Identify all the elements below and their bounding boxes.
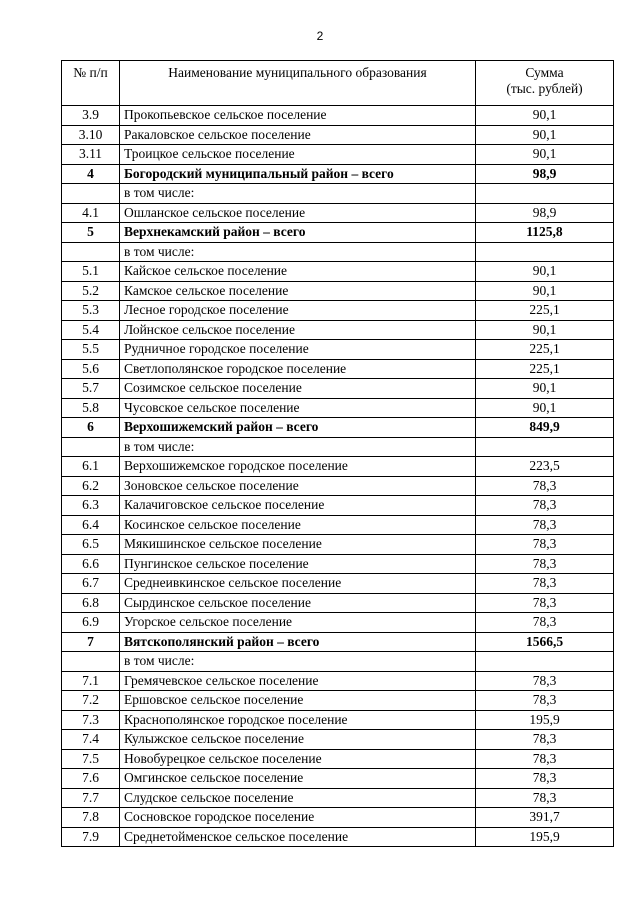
row-sum: 78,3 [476,788,614,808]
row-sum: 90,1 [476,145,614,165]
row-number: 4.1 [62,203,120,223]
row-name: Пунгинское сельское поселение [120,554,476,574]
row-sum: 78,3 [476,593,614,613]
row-name: Слудское сельское поселение [120,788,476,808]
row-name: Вятскополянский район – всего [120,632,476,652]
row-name: Ракаловское сельское поселение [120,125,476,145]
row-name: Верхошижемское городское поселение [120,457,476,477]
row-number: 6.5 [62,535,120,555]
row-sum: 78,3 [476,496,614,516]
row-number: 5.7 [62,379,120,399]
table-row [62,379,614,399]
row-number: 7.7 [62,788,120,808]
table-row [62,125,614,145]
header-num: № п/п [62,61,120,106]
row-sum: 78,3 [476,476,614,496]
row-name: Светлополянское городское поселение [120,359,476,379]
row-sum: 195,9 [476,710,614,730]
row-sum: 1566,5 [476,632,614,652]
table-row [62,652,614,672]
row-sum: 90,1 [476,398,614,418]
row-name: в том числе: [120,242,476,262]
row-name: Краснополянское городское поселение [120,710,476,730]
row-sum: 195,9 [476,827,614,847]
table-row [62,242,614,262]
row-number: 5.6 [62,359,120,379]
row-name: в том числе: [120,184,476,204]
table-row [62,457,614,477]
row-number: 6.3 [62,496,120,516]
row-number: 6.6 [62,554,120,574]
table-row [62,691,614,711]
row-name: Сырдинское сельское поселение [120,593,476,613]
table-row [62,164,614,184]
row-sum: 78,3 [476,613,614,633]
table-row [62,145,614,165]
budget-table [61,60,614,847]
row-sum: 223,5 [476,457,614,477]
table-row [62,554,614,574]
row-name: Созимское сельское поселение [120,379,476,399]
row-number: 7.1 [62,671,120,691]
row-name: Рудничное городское поселение [120,340,476,360]
row-number [62,242,120,262]
table-body [62,106,614,847]
row-sum: 78,3 [476,535,614,555]
table-row [62,184,614,204]
row-number: 6.4 [62,515,120,535]
row-sum: 78,3 [476,769,614,789]
row-sum: 90,1 [476,281,614,301]
row-sum: 1125,8 [476,223,614,243]
row-number: 7.3 [62,710,120,730]
row-number: 7.9 [62,827,120,847]
row-name: Ершовское сельское поселение [120,691,476,711]
row-sum: 78,3 [476,671,614,691]
row-name: Гремячевское сельское поселение [120,671,476,691]
row-name: Омгинское сельское поселение [120,769,476,789]
row-name: Среднеивкинское сельское поселение [120,574,476,594]
row-number: 3.10 [62,125,120,145]
row-number: 6.9 [62,613,120,633]
row-sum: 90,1 [476,262,614,282]
table-row [62,769,614,789]
row-name: Сосновское городское поселение [120,808,476,828]
row-sum: 78,3 [476,515,614,535]
row-sum: 78,3 [476,574,614,594]
row-number: 5.8 [62,398,120,418]
row-name: Косинское сельское поселение [120,515,476,535]
row-number: 7.2 [62,691,120,711]
row-number: 5.4 [62,320,120,340]
table-row [62,671,614,691]
row-sum: 98,9 [476,164,614,184]
table-row [62,437,614,457]
row-number [62,184,120,204]
row-sum: 78,3 [476,730,614,750]
row-name: Кайское сельское поселение [120,262,476,282]
row-sum: 90,1 [476,379,614,399]
row-number: 6 [62,418,120,438]
row-number: 6.7 [62,574,120,594]
row-name: Новобурецкое сельское поселение [120,749,476,769]
row-sum [476,437,614,457]
table-row [62,827,614,847]
table-row [62,340,614,360]
row-name: в том числе: [120,437,476,457]
row-sum: 90,1 [476,106,614,126]
table-row [62,223,614,243]
row-name: Мякишинское сельское поселение [120,535,476,555]
table-row [62,593,614,613]
row-number: 7.8 [62,808,120,828]
table-row [62,788,614,808]
table-row [62,496,614,516]
row-name: Камское сельское поселение [120,281,476,301]
row-number: 7.6 [62,769,120,789]
row-name: Троицкое сельское поселение [120,145,476,165]
row-sum: 849,9 [476,418,614,438]
row-sum: 90,1 [476,320,614,340]
row-name: Калачиговское сельское поселение [120,496,476,516]
row-sum: 225,1 [476,340,614,360]
row-name: Чусовское сельское поселение [120,398,476,418]
row-name: Ошланское сельское поселение [120,203,476,223]
row-number: 4 [62,164,120,184]
table-row [62,535,614,555]
table-row [62,613,614,633]
header-sum-line1: Сумма [525,65,564,80]
table-row [62,632,614,652]
row-sum: 225,1 [476,359,614,379]
table-row [62,515,614,535]
row-number: 6.8 [62,593,120,613]
row-sum: 391,7 [476,808,614,828]
table-row [62,418,614,438]
row-name: Угорское сельское поселение [120,613,476,633]
row-name: Кулыжское сельское поселение [120,730,476,750]
table-row [62,359,614,379]
row-sum: 225,1 [476,301,614,321]
row-sum [476,242,614,262]
page-number: 2 [316,29,324,43]
row-number: 5.2 [62,281,120,301]
row-name: Лесное городское поселение [120,301,476,321]
row-name: в том числе: [120,652,476,672]
table-row [62,320,614,340]
row-sum: 78,3 [476,749,614,769]
row-sum: 78,3 [476,554,614,574]
row-number: 7 [62,632,120,652]
table-row [62,476,614,496]
table-row [62,262,614,282]
row-number: 3.11 [62,145,120,165]
row-number [62,652,120,672]
table-header-row [62,61,614,106]
row-number: 6.2 [62,476,120,496]
table-row [62,203,614,223]
row-number: 5 [62,223,120,243]
table-row [62,808,614,828]
table-row [62,106,614,126]
row-name: Верхнекамский район – всего [120,223,476,243]
table-row [62,749,614,769]
header-sum [476,61,614,106]
row-sum [476,184,614,204]
row-sum: 90,1 [476,125,614,145]
table-row [62,710,614,730]
row-number: 7.5 [62,749,120,769]
row-number: 5.5 [62,340,120,360]
row-name: Богородский муниципальный район – всего [120,164,476,184]
row-sum: 78,3 [476,691,614,711]
header-name: Наименование муниципального образования [120,61,476,106]
table-row [62,574,614,594]
table-row [62,281,614,301]
row-number: 3.9 [62,106,120,126]
row-name: Зоновское сельское поселение [120,476,476,496]
table-row [62,301,614,321]
row-name: Среднетойменское сельское поселение [120,827,476,847]
table-row [62,730,614,750]
row-number: 6.1 [62,457,120,477]
row-number: 7.4 [62,730,120,750]
row-number: 5.3 [62,301,120,321]
row-number: 5.1 [62,262,120,282]
row-sum [476,652,614,672]
row-number [62,437,120,457]
row-name: Лойнское сельское поселение [120,320,476,340]
row-sum: 98,9 [476,203,614,223]
row-name: Верхошижемский район – всего [120,418,476,438]
row-name: Прокопьевское сельское поселение [120,106,476,126]
header-sum-line2: (тыс. рублей) [506,81,583,96]
table-row [62,398,614,418]
